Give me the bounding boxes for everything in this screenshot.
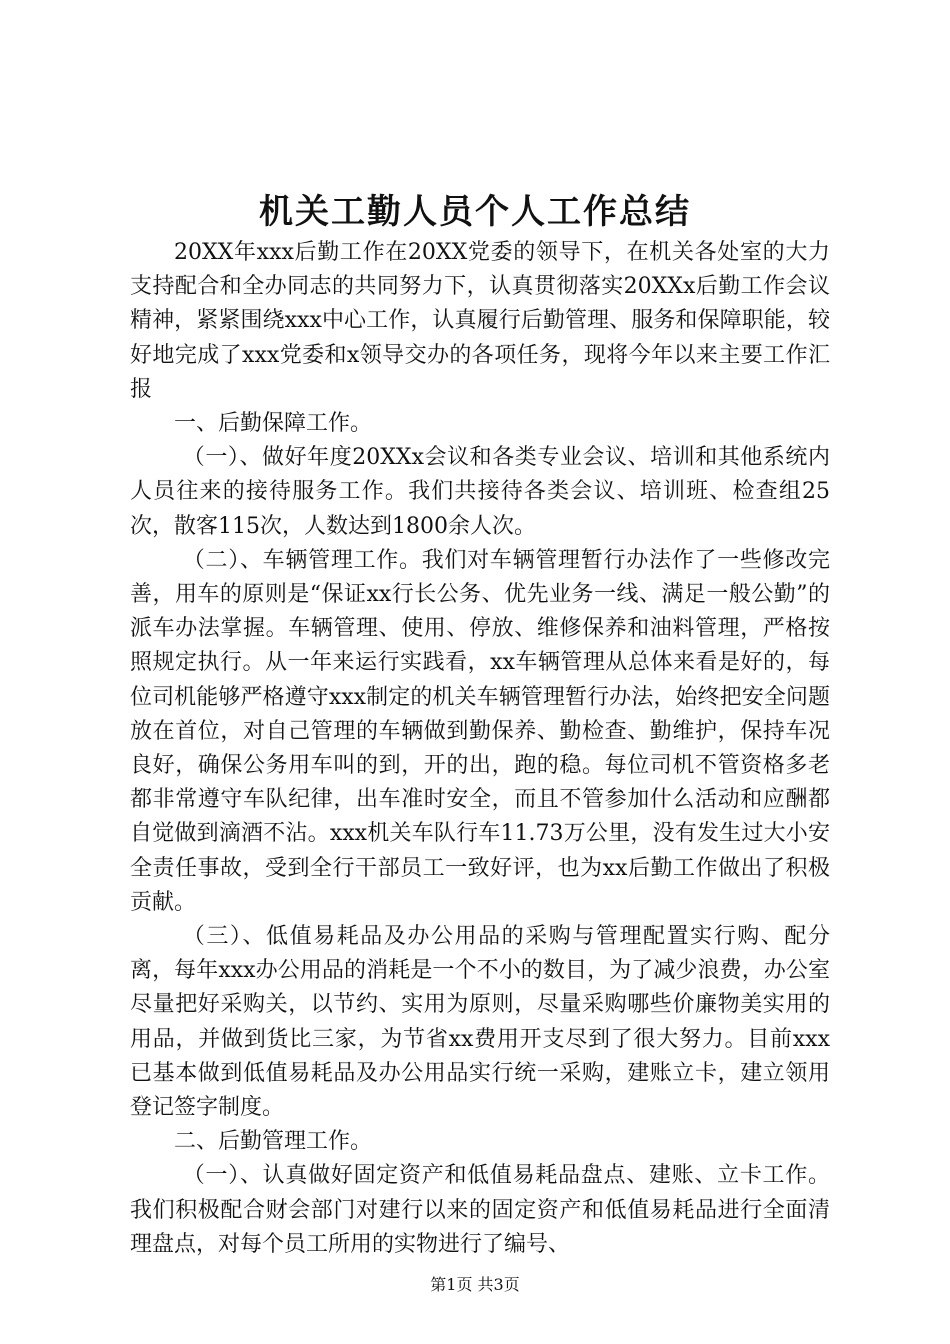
intro-paragraph: 20XX年xxx后勤工作在20XX党委的领导下，在机关各处室的大力支持配合和全办同志的共同努力下，认真贯彻落实20XXx后勤工作会议精神，紧紧围绕xxx中心工作，认真履行后勤管理、服务和保障职能，较好地完成了xxx党委和x领导交办的各项任务，现将今年以来主要工作汇报 [130,240,830,402]
subsection-paragraph: （一）、做好年度20XXx会议和各类专业会议、培训和其他系统内人员往来的接待服务工作。我们共接待各类会议、培训班、检查组25次，散客115次，人数达到1800余人次。 [130,445,830,539]
section-heading-2: 二、后勤管理工作。 [174,1129,373,1155]
section-heading-1: 一、后勤保障工作。 [174,411,373,437]
subsection-paragraph: （二）、车辆管理工作。我们对车辆管理暂行办法作了一些修改完善，用车的原则是“保证xx行长公务、优先业务一线、满足一般公勤”的派车办法掌握。车辆管理、使用、停放、维修保养和油料管理，严格按照规定执行。从一年来运行实践看，xx车辆管理从总体来看是好的，每位司机能够严格遵守xxx制定的机关车辆管理暂行办法，始终把安全问题放在首位，对自己管理的车辆做到勤保养、勤检查、勤维护，保持车况良好，确保公务用车叫的到，开的出，跑的稳。每位司机不管资格多老都非常遵守车队纪律，出车准时安全，而且不管参加什么活动和应酬都自觉做到滴酒不沾。xxx机关车队行车11.73万公里，没有发生过大小安全责任事故，受到全行干部员工一致好评，也为xx后勤工作做出了积极贡献。 [130,547,830,915]
subsection-paragraph: （一）、认真做好固定资产和低值易耗品盘点、建账、立卡工作。我们积极配合财会部门对建行以来的固定资产和低值易耗品进行全面清理盘点，对每个员工所用的实物进行了编号、 [130,1163,830,1257]
subsection-paragraph: （三）、低值易耗品及办公用品的采购与管理配置实行购、配分离，每年xxx办公用品的消耗是一个不小的数目，为了减少浪费，办公室尽量把好采购关，以节约、实用为原则，尽量采购哪些价廉物美实用的用品，并做到货比三家，为节省xx费用开支尽到了很大努力。目前xxx已基本做到低值易耗品及办公用品实行统一采购，建账立卡，建立领用登记签字制度。 [130,924,830,1121]
document-title: 机关工勤人员个人工作总结 [259,192,691,232]
document-body [130,236,830,1262]
page-number-footer: 第1页 共3页 [430,1275,520,1294]
